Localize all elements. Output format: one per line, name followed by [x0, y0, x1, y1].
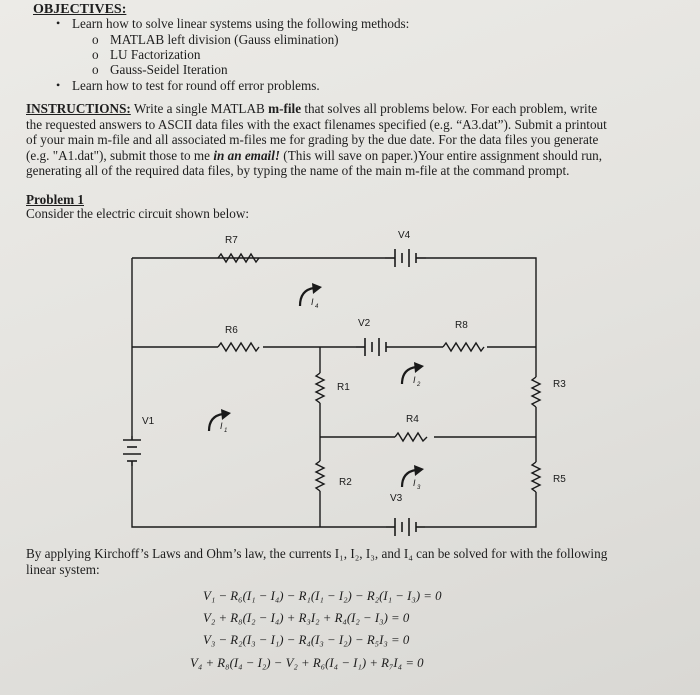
instructions-line4b: (This will save on paper.)Your entire assignment should run, [280, 147, 603, 163]
label-i3: I [413, 478, 416, 488]
objective-bullet-2: Learn how to test for round off error problems. [72, 78, 320, 93]
objectives-heading: OBJECTIVES: [33, 2, 127, 17]
label-i1-sub: 1 [224, 428, 228, 434]
label-r5: R5 [553, 474, 566, 485]
instructions-line2: the requested answers to ASCII data files with the exact filenames specified (e.g. “A3.dat”). Submit a printout [26, 116, 607, 132]
conclusion-line1: By applying Kirchoff’s Laws and Ohm’s law, the currents I₁, I₂, I₃, and I₄ can be solved for with the following [26, 546, 608, 561]
instructions-email: in an email! [213, 147, 280, 163]
bullet-marker: • [56, 16, 61, 30]
label-r6: R6 [225, 325, 238, 336]
label-i2: I [413, 375, 416, 385]
instructions-line3: of your main m-file and all associated m-files me for grading by the due date. For the data files you generate [26, 132, 599, 147]
instructions-line1b: that solves all problems below. For each problem, write [301, 101, 598, 116]
objective-sub-2: LU Factorization [110, 47, 201, 62]
sub-marker: o [92, 62, 99, 77]
label-i4-sub: 4 [315, 304, 319, 310]
conclusion-line2: linear system: [26, 562, 100, 577]
instructions-heading: INSTRUCTIONS: [26, 101, 131, 116]
label-r3: R3 [553, 379, 566, 390]
instructions-line1a: Write a single MATLAB [130, 101, 269, 116]
objective-sub-3: Gauss-Seidel Iteration [110, 62, 228, 77]
label-r2: R2 [339, 477, 352, 488]
label-v1: V1 [142, 416, 155, 427]
instructions-line4a: (e.g. "A1.dat"), submit those to me [26, 147, 214, 163]
objective-bullet-1: Learn how to solve linear systems using the following methods: [72, 16, 410, 31]
label-v3: V3 [390, 493, 403, 504]
label-i1: I [220, 421, 223, 431]
label-r7: R7 [225, 235, 238, 246]
bullet-marker: • [56, 78, 61, 92]
label-v2: V2 [358, 318, 371, 329]
instructions-mfile: m-file [268, 101, 302, 116]
label-v4: V4 [398, 230, 411, 241]
problem-intro: Consider the electric circuit shown below: [26, 206, 250, 221]
label-i2-sub: 2 [417, 382, 421, 388]
label-i3-sub: 3 [417, 485, 421, 491]
equation-1: V₁ − R₆(I₁ − I₄) − R₁(I₁ − I₂) − R₂(I₁ − I₃) = 0 [203, 589, 442, 603]
equation-4: V₄ + R₈(I₄ − I₂) − V₂ + R₆(I₄ − I₁) + R₇I₄ = 0 [190, 656, 424, 670]
problem-heading: Problem 1 [26, 192, 84, 207]
instructions-line5: generating all of the required data files, by typing the name of the main m-file at the command prompt. [26, 163, 570, 178]
sub-marker: o [92, 47, 99, 62]
label-r4: R4 [406, 414, 419, 425]
label-r1: R1 [337, 382, 350, 393]
equation-3: V₃ − R₂(I₃ − I₁) − R₄(I₃ − I₂) − R₅I₃ = 0 [203, 633, 410, 647]
sub-marker: o [92, 32, 99, 47]
label-i4: I [311, 297, 314, 307]
equation-2: V₂ + R₈(I₂ − I₄) + R₃I₂ + R₄(I₂ − I₃) = 0 [203, 611, 410, 625]
label-r8: R8 [455, 320, 468, 331]
objective-sub-1: MATLAB left division (Gauss elimination) [110, 32, 339, 47]
